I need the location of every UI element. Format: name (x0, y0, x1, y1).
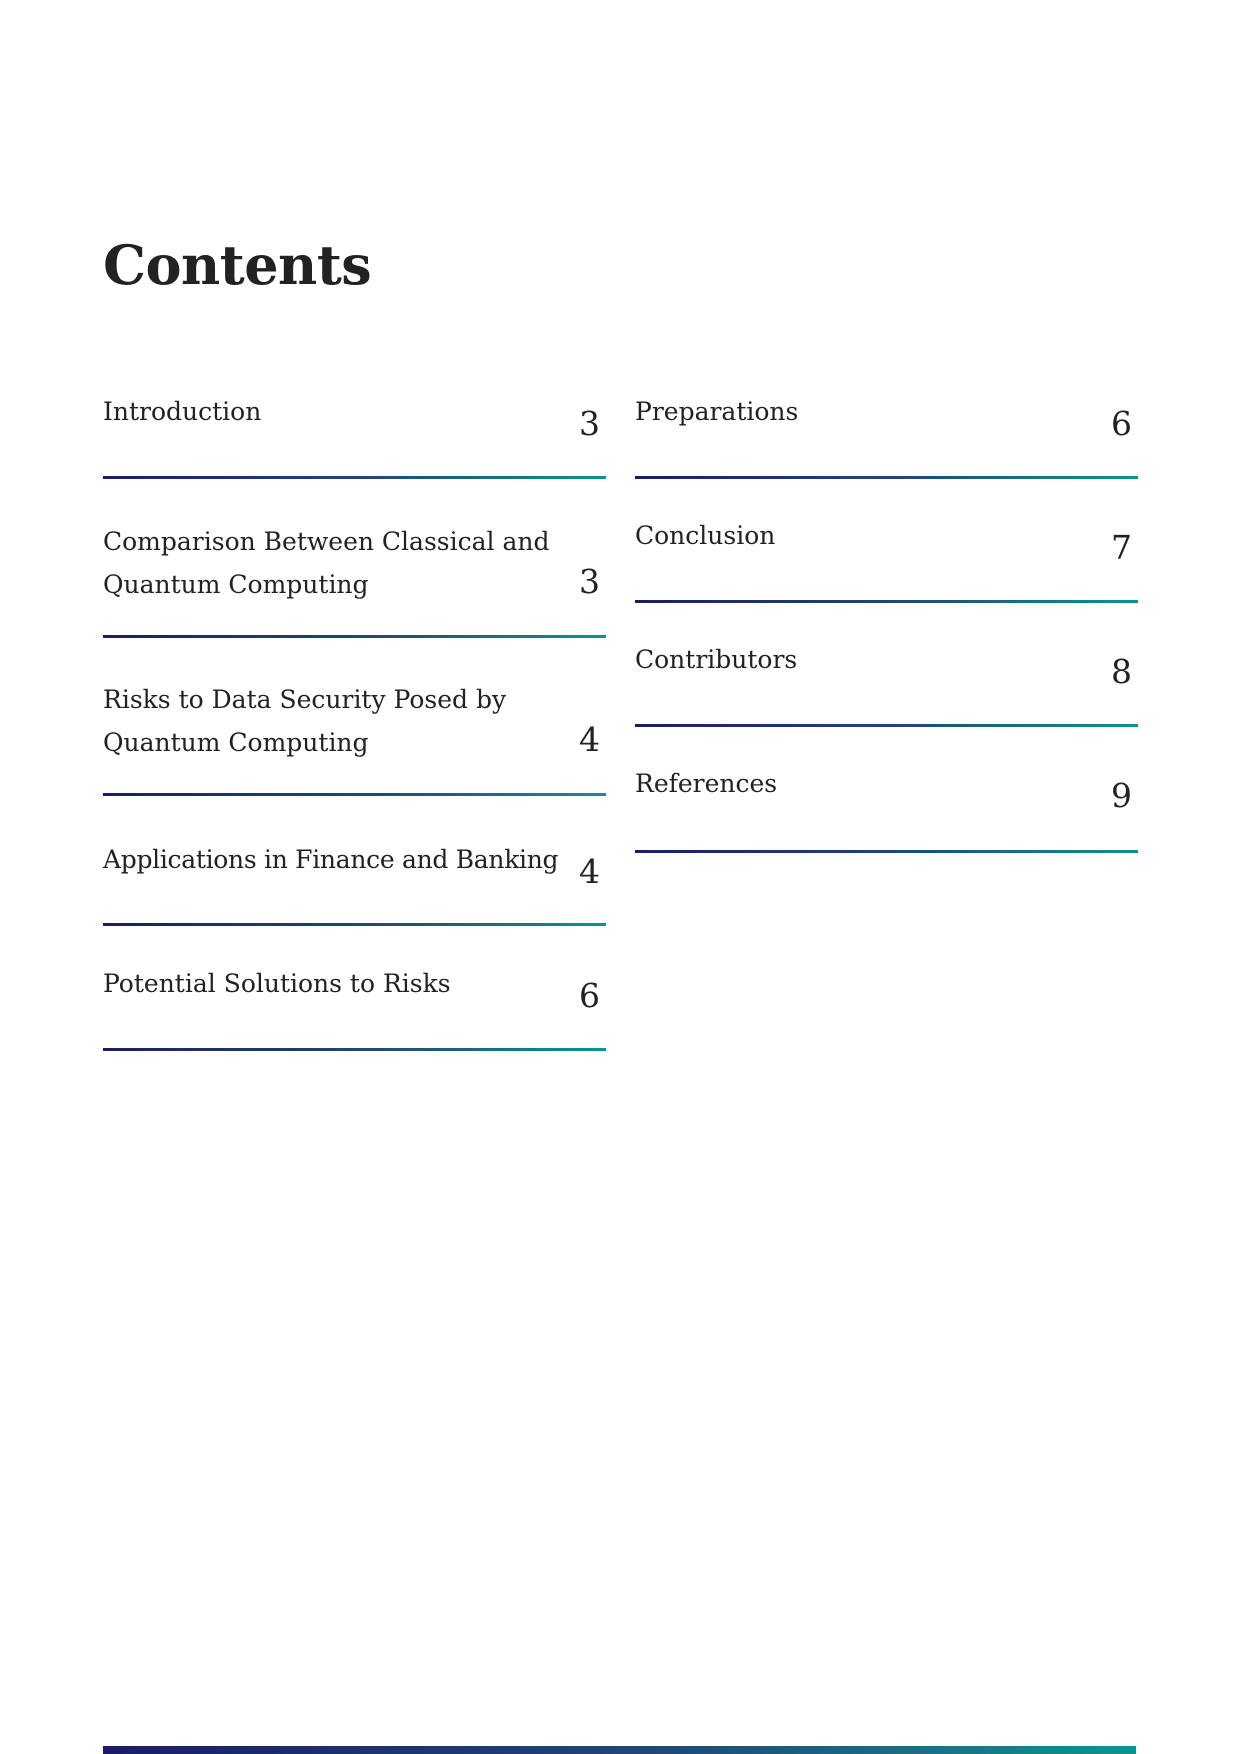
toc-entry-risks[interactable] (103, 682, 606, 802)
toc-entry-contributors[interactable] (635, 640, 1138, 730)
page-title: Contents (103, 233, 372, 297)
toc-entry-references[interactable] (635, 764, 1138, 854)
toc-entry-label: Conclusion (635, 521, 776, 550)
toc-divider (635, 600, 1138, 603)
toc-entry-label: References (635, 769, 778, 798)
toc-entry-page-number: 4 (579, 852, 600, 891)
toc-entry-page-number: 9 (1111, 776, 1132, 815)
toc-divider (103, 793, 606, 796)
toc-divider (103, 923, 606, 926)
toc-entry-applications[interactable] (103, 840, 606, 930)
toc-divider (635, 724, 1138, 727)
toc-entry-conclusion[interactable] (635, 516, 1138, 606)
toc-entry-comparison[interactable] (103, 524, 606, 644)
toc-entry-label: Preparations (635, 397, 799, 426)
toc-entry-introduction[interactable] (103, 392, 606, 482)
toc-entry-page-number: 6 (579, 976, 600, 1015)
footer-accent-bar (103, 1746, 1136, 1754)
toc-divider (103, 476, 606, 479)
toc-entry-page-number: 3 (579, 404, 600, 443)
toc-entry-potential-solutions[interactable] (103, 964, 606, 1054)
toc-entry-label: Comparison Between Classical and Quantum Computing (103, 527, 550, 599)
toc-entry-page-number: 8 (1111, 652, 1132, 691)
toc-entry-label: Risks to Data Security Posed by Quantum Computing (103, 685, 507, 757)
toc-entry-page-number: 7 (1111, 528, 1132, 567)
toc-entry-page-number: 6 (1111, 404, 1132, 443)
toc-divider (635, 850, 1138, 853)
toc-divider (635, 476, 1138, 479)
toc-entry-page-number: 3 (579, 562, 600, 601)
toc-entry-label: Introduction (103, 397, 262, 426)
toc-entry-label: Applications in Finance and Banking (103, 845, 559, 874)
toc-entry-page-number: 4 (579, 720, 600, 759)
toc-divider (103, 635, 606, 638)
toc-entry-label: Potential Solutions to Risks (103, 969, 451, 998)
toc-entry-preparations[interactable] (635, 392, 1138, 482)
toc-entry-label: Contributors (635, 645, 798, 674)
toc-divider (103, 1048, 606, 1051)
